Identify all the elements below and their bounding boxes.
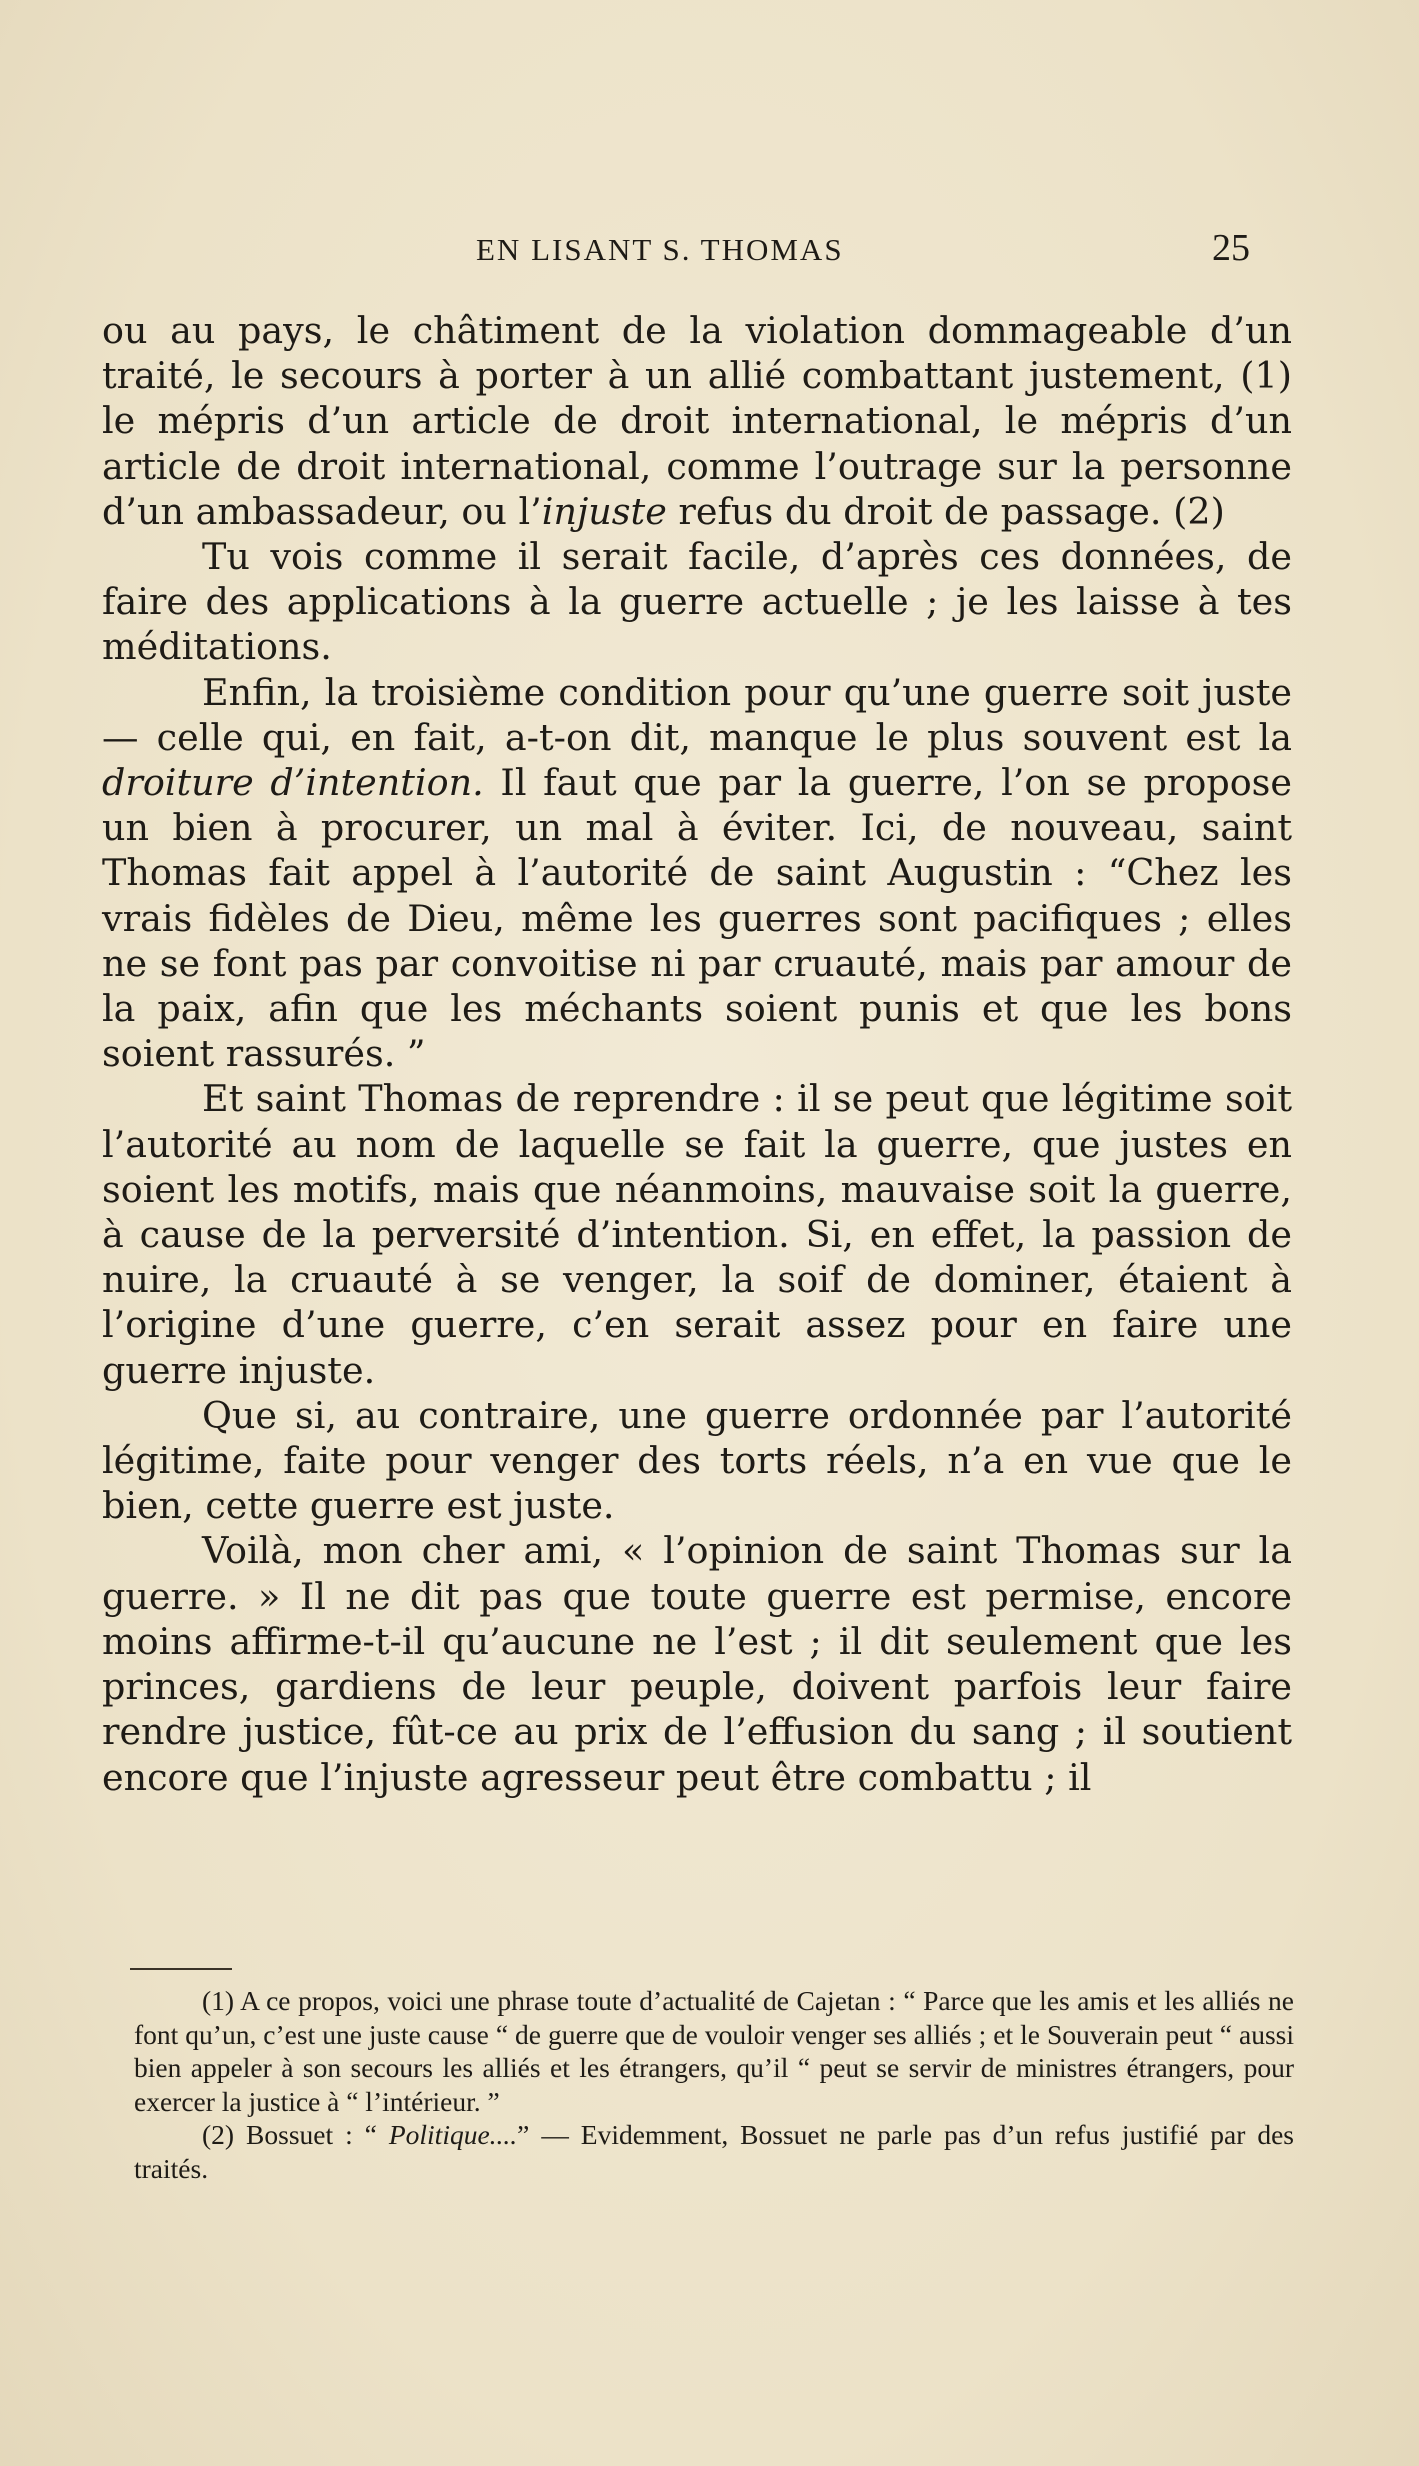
footnote-2-start: (2) Bossuet : “: [202, 2119, 389, 2150]
page-number: 25: [1212, 227, 1250, 269]
page-header: [0, 226, 1419, 276]
paragraph-1-italic: injuste: [541, 489, 667, 533]
footnote-1: (1) A ce propos, voici une phrase toute d’actualité de Cajetan : “ Parce que les amis et les alliés ne font qu’un, c’est une juste cause “ de guerre que de vouloir venger ses alliés ; et le Souverain peut “ aussi bien appeler à son secours les alliés et les étrangers, qu’il “ peut se servir de ministres étrangers, pour exercer la justice à “ l’intérieur. ”: [134, 1985, 1294, 2117]
paragraph-1-end: refus du droit de passage. (2): [666, 489, 1225, 533]
paragraph-5: Que si, au contraire, une guerre ordonnée par l’autorité légitime, faite pour venger des torts réels, n’a en vue que le bien, cette guerre est juste.: [102, 1393, 1292, 1528]
footnote-2: [134, 2118, 1294, 2185]
paragraph-1: [102, 308, 1292, 534]
paragraph-4: Et saint Thomas de reprendre : il se peut que légitime soit l’autorité au nom de laquelle se fait la guerre, que justes en soient les motifs, mais que néanmoins, mauvaise soit la guerre, à cause de la perversité d’intention. Si, en effet, la passion de nuire, la cruauté à se venger, la soif de dominer, étaient à l’origine d’une guerre, c’en serait assez pour en faire une guerre injuste.: [102, 1077, 1292, 1392]
body-text: [102, 308, 1292, 1800]
paragraph-1-start: ou au pays, le châtiment de la violation dommageable d’un traité, le secours à porter à un allié combattant justement, (1) le mépris d’un article de droit international, le mépris d’un article de droit international, comme l’outrage sur la personne d’un ambassadeur, ou l’: [102, 309, 1292, 533]
footnotes: [134, 1984, 1294, 2185]
paragraph-3-end: Il faut que par la guerre, l’on se propose un bien à procurer, un mal à éviter. Ici, de nouveau, saint Thomas fait appel à l’autorité de saint Augustin : “Chez les vrais fidèles de Dieu, même les guerres sont pacifiques ; elles ne se font pas par convoitise ni par cruauté, mais par amour de la paix, afin que les méchants soient punis et que les bons soient rassurés. ”: [102, 761, 1292, 1076]
paragraph-2: Tu vois comme il serait facile, d’après ces données, de faire des applications à la guerre actuelle ; je les laisse à tes méditations.: [102, 535, 1292, 669]
paragraph-3: [102, 670, 1292, 1077]
paragraph-3-italic: droiture d’intention.: [102, 761, 484, 805]
footnote-2-italic: Politique....: [388, 2119, 518, 2150]
running-title: EN LISANT S. THOMAS: [476, 232, 844, 267]
paragraph-3-start: Enfin, la troisième condition pour qu’une guerre soit juste — celle qui, en fait, a-t-on dit, manque le plus souvent est la: [102, 670, 1292, 759]
footnote-2-end: ” — Evidemment, Bossuet ne parle pas d’un refus justifié par des traités.: [134, 2119, 1294, 2184]
footnote-divider: [130, 1968, 232, 1970]
paragraph-6: Voilà, mon cher ami, « l’opinion de saint Thomas sur la guerre. » Il ne dit pas que toute guerre est permise, encore moins affirme-t-il qu’aucune ne l’est ; il dit seulement que les princes, gardiens de leur peuple, doivent parfois leur faire rendre justice, fût-ce au prix de l’effusion du sang ; il soutient encore que l’injuste agresseur peut être combattu ; il: [102, 1529, 1292, 1799]
